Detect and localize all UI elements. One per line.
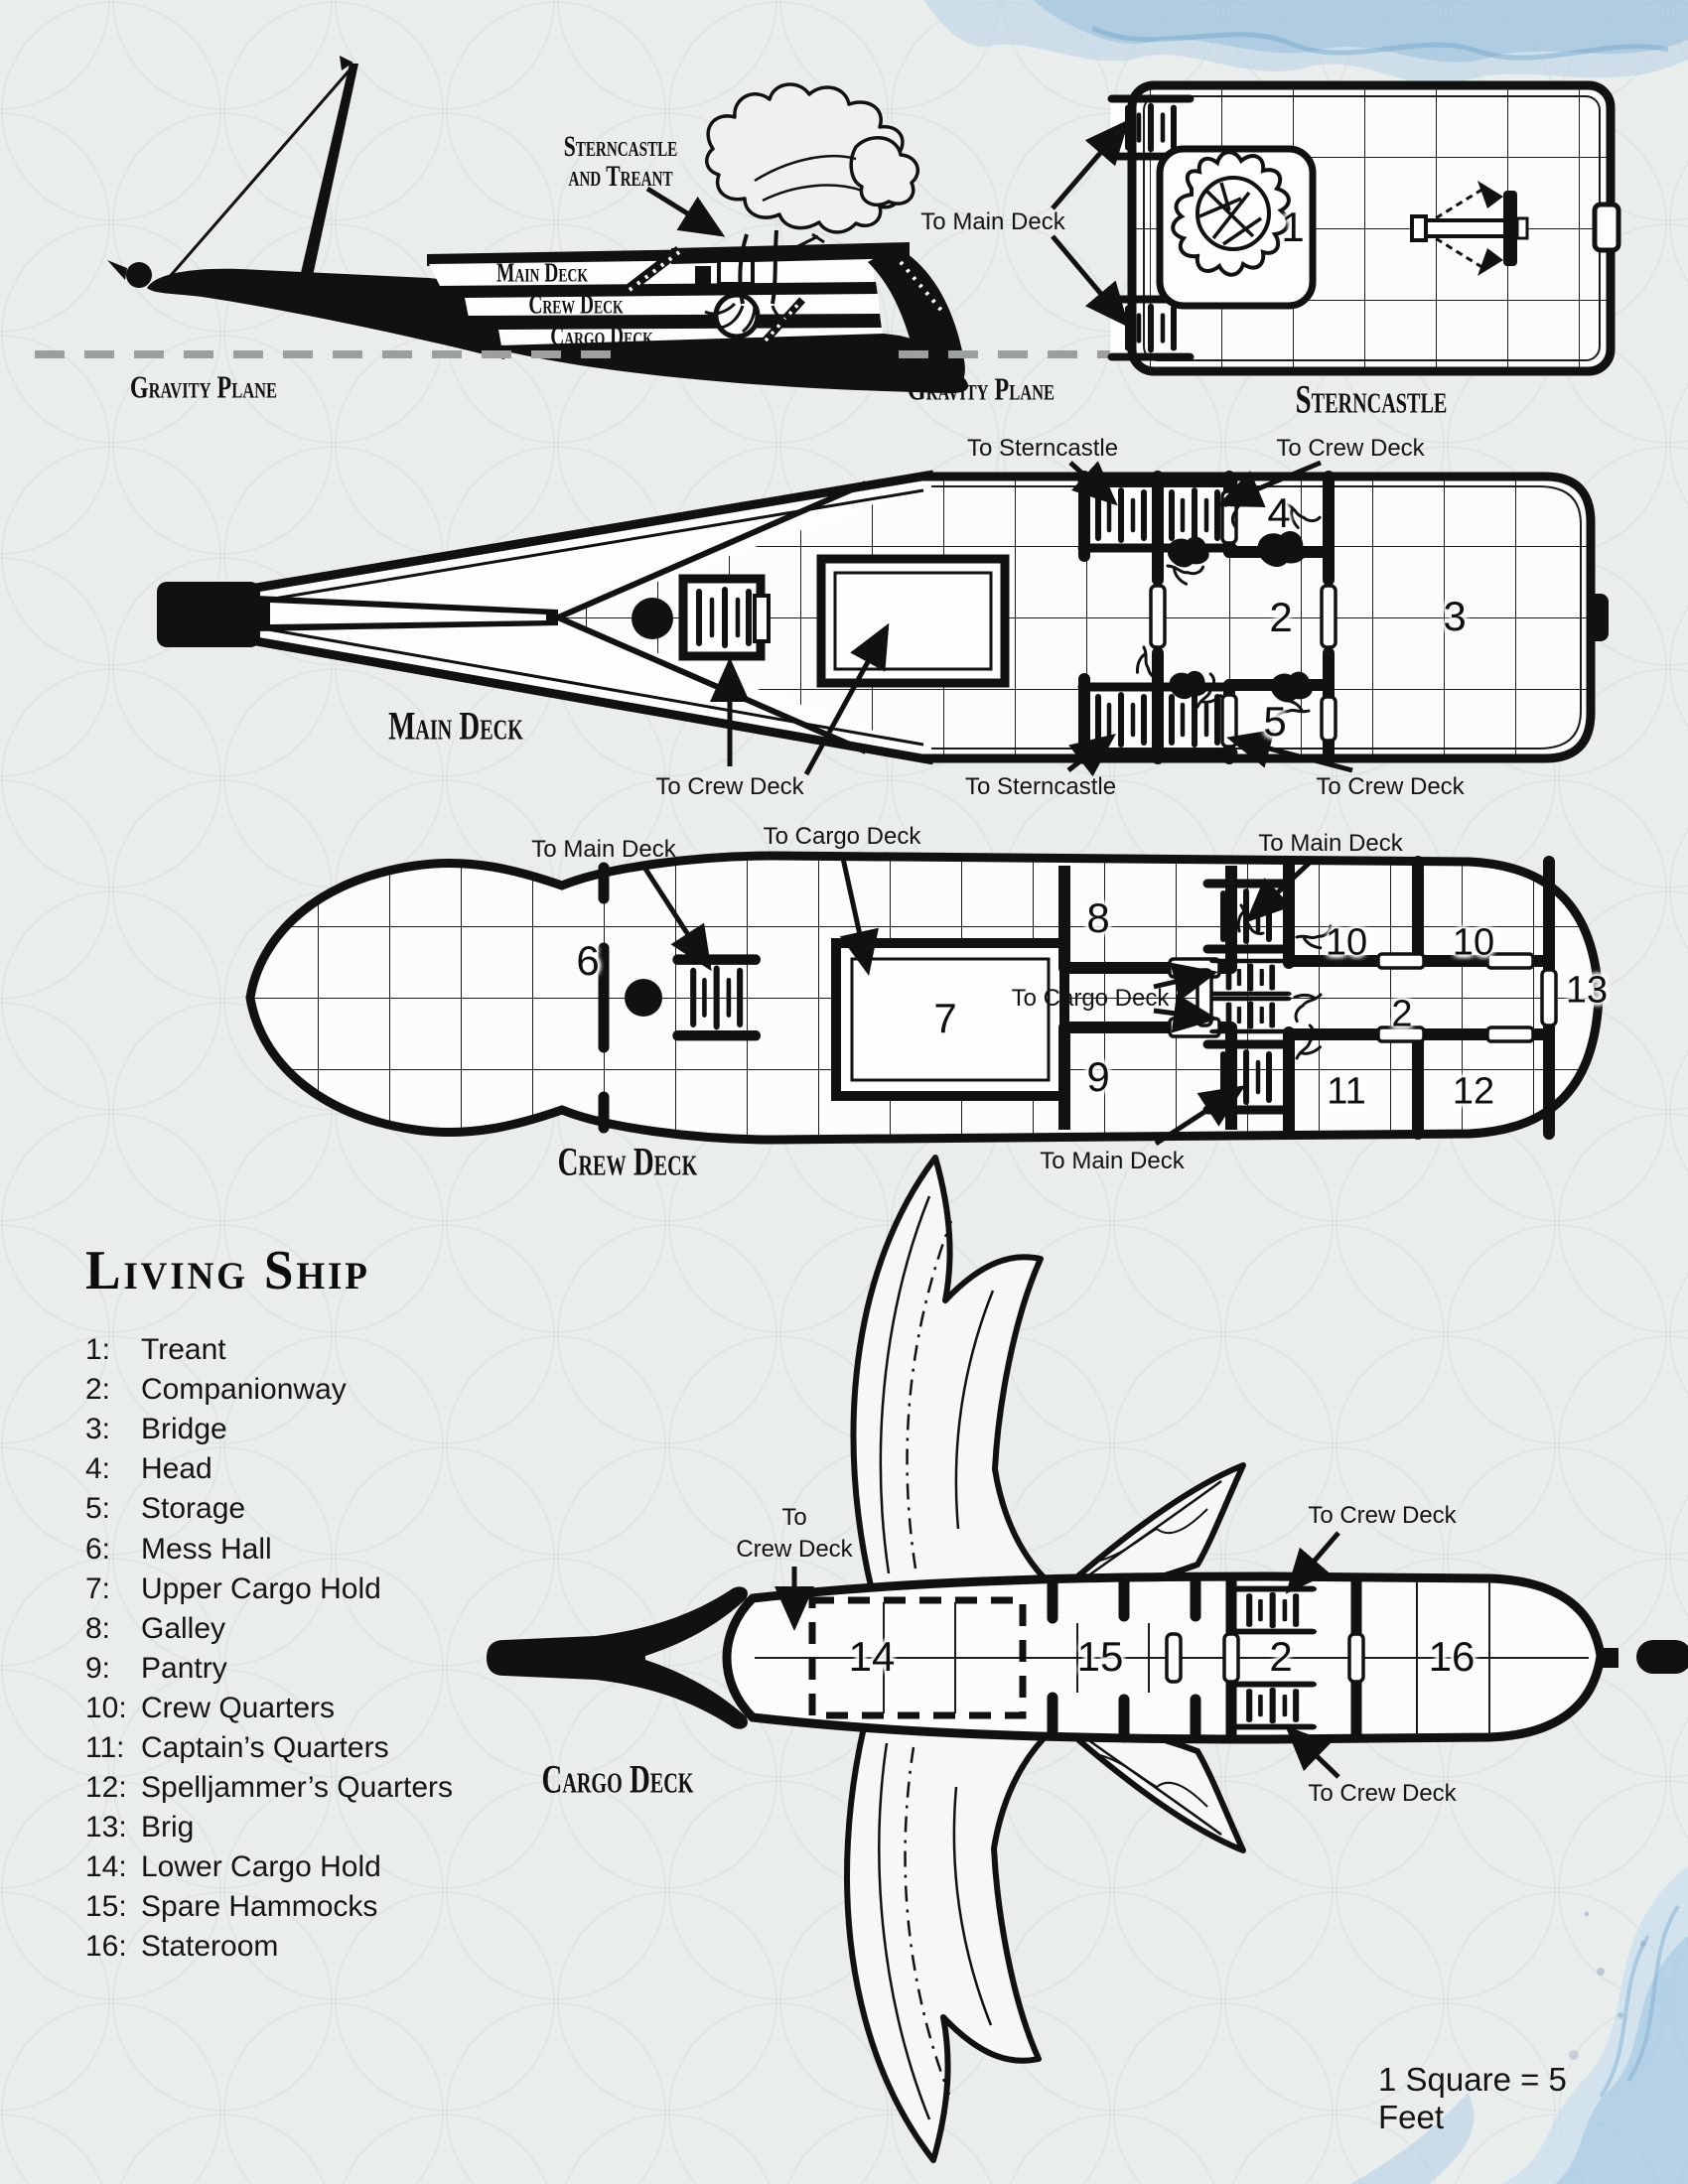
room-number-2-crew: 2 [1391, 993, 1413, 1035]
room-number-16: 16 [1428, 1633, 1476, 1680]
sterncastle-to-main-deck-label: To Main Deck [920, 208, 1065, 235]
room-number-7: 7 [933, 995, 957, 1041]
legend-item: 13: Brig [85, 1811, 195, 1844]
sterncastle-plan [1053, 85, 1618, 371]
crew-deck-to-main-deck-top: To Main Deck [1258, 830, 1403, 857]
room-number-5: 5 [1263, 698, 1287, 745]
room-number-9: 9 [1086, 1053, 1110, 1100]
main-deck-plan [157, 463, 1609, 774]
scale-note: 1 Square = 5 Feet [1378, 2061, 1567, 2135]
legend-item: 1: Treant [85, 1333, 226, 1367]
main-deck-to-sterncastle-top: To Sterncastle [966, 435, 1119, 462]
legend-item: 7: Upper Cargo Hold [85, 1571, 381, 1605]
gravity-plane-left-label: Gravity Plane [129, 368, 278, 405]
room-number-15: 15 [1076, 1633, 1124, 1680]
legend-item: 10: Crew Quarters [85, 1691, 336, 1724]
cargo-to-crew-deck-fwd-line2: Crew Deck [736, 1536, 853, 1563]
legend-item: 14: Lower Cargo Hold [85, 1850, 381, 1884]
side-band-cargo-deck: Cargo Deck [550, 321, 653, 351]
room-number-6: 6 [576, 937, 600, 984]
mast-icon [632, 598, 673, 639]
side-view [35, 56, 1278, 393]
legend-item: 5: Storage [85, 1492, 246, 1526]
legend-item: 8: Galley [85, 1611, 226, 1645]
main-deck-to-crew-deck-bow: To Crew Deck [655, 773, 804, 800]
legend-item: 4: Head [85, 1452, 212, 1486]
main-deck-to-crew-deck-bottom: To Crew Deck [1316, 773, 1465, 800]
room-number-2: 2 [1269, 594, 1293, 640]
legend-item: 9: Pantry [85, 1651, 227, 1685]
side-band-crew-deck: Crew Deck [528, 289, 624, 320]
main-deck-title: Main Deck [388, 703, 523, 749]
crew-deck-to-main-deck-bow: To Main Deck [531, 836, 676, 863]
side-band-main-deck: Main Deck [496, 257, 588, 288]
cargo-to-crew-deck-top: To Crew Deck [1308, 1502, 1457, 1529]
sterncastle-title: Sterncastle [1295, 376, 1448, 422]
legend-title: Living Ship [85, 1240, 370, 1301]
crew-deck-to-cargo-deck-mid: To Cargo Deck [1011, 985, 1170, 1012]
main-deck-to-crew-deck-top: To Crew Deck [1276, 435, 1425, 462]
room-number-13: 13 [1565, 969, 1609, 1012]
room-number-1: 1 [1281, 204, 1305, 250]
room-number-11: 11 [1327, 1070, 1366, 1113]
main-deck-to-sterncastle-bottom: To Sterncastle [964, 773, 1117, 800]
stern-door [1587, 594, 1609, 641]
rudder-icon [1636, 1640, 1688, 1674]
crew-deck-to-main-deck-bottom: To Main Deck [1040, 1148, 1185, 1174]
callout-sterncastle-treant-line2: and Treant [568, 160, 673, 193]
room-number-10b: 10 [1452, 921, 1495, 964]
legend-item: 3: Bridge [85, 1413, 227, 1446]
legend-item: 11: Captain’s Quarters [85, 1730, 389, 1764]
cargo-to-crew-deck-fwd-line1: To [781, 1504, 807, 1531]
legend-item: 12: Spelljammer’s Quarters [85, 1771, 453, 1805]
door-icon [1595, 205, 1618, 250]
callout-sterncastle-treant-line1: Sterncastle [563, 130, 678, 163]
room-number-10a: 10 [1325, 921, 1368, 964]
room-number-12: 12 [1452, 1070, 1495, 1113]
mast-icon [625, 979, 662, 1017]
legend-item: 16: Stateroom [85, 1930, 279, 1964]
legend-item: 15: Spare Hammocks [85, 1890, 378, 1924]
legend-item: 6: Mess Hall [85, 1532, 272, 1566]
crew-deck-title: Crew Deck [557, 1139, 698, 1184]
legend-list [85, 1330, 453, 1968]
legend-item: 2: Companionway [85, 1373, 347, 1407]
cargo-to-crew-deck-bottom: To Crew Deck [1308, 1780, 1457, 1807]
room-number-2-cargo: 2 [1269, 1633, 1293, 1680]
gravity-plane-right-label: Gravity Plane [907, 370, 1055, 407]
arrow-sterncastle-treant [647, 189, 721, 234]
crew-deck-to-cargo-deck-top: To Cargo Deck [763, 823, 921, 850]
room-number-4: 4 [1267, 489, 1291, 536]
cargo-hatch [821, 559, 1005, 683]
room-number-3: 3 [1443, 593, 1467, 639]
cargo-deck-title: Cargo Deck [541, 1756, 694, 1802]
room-number-14: 14 [848, 1633, 896, 1680]
room-number-8: 8 [1086, 894, 1110, 941]
